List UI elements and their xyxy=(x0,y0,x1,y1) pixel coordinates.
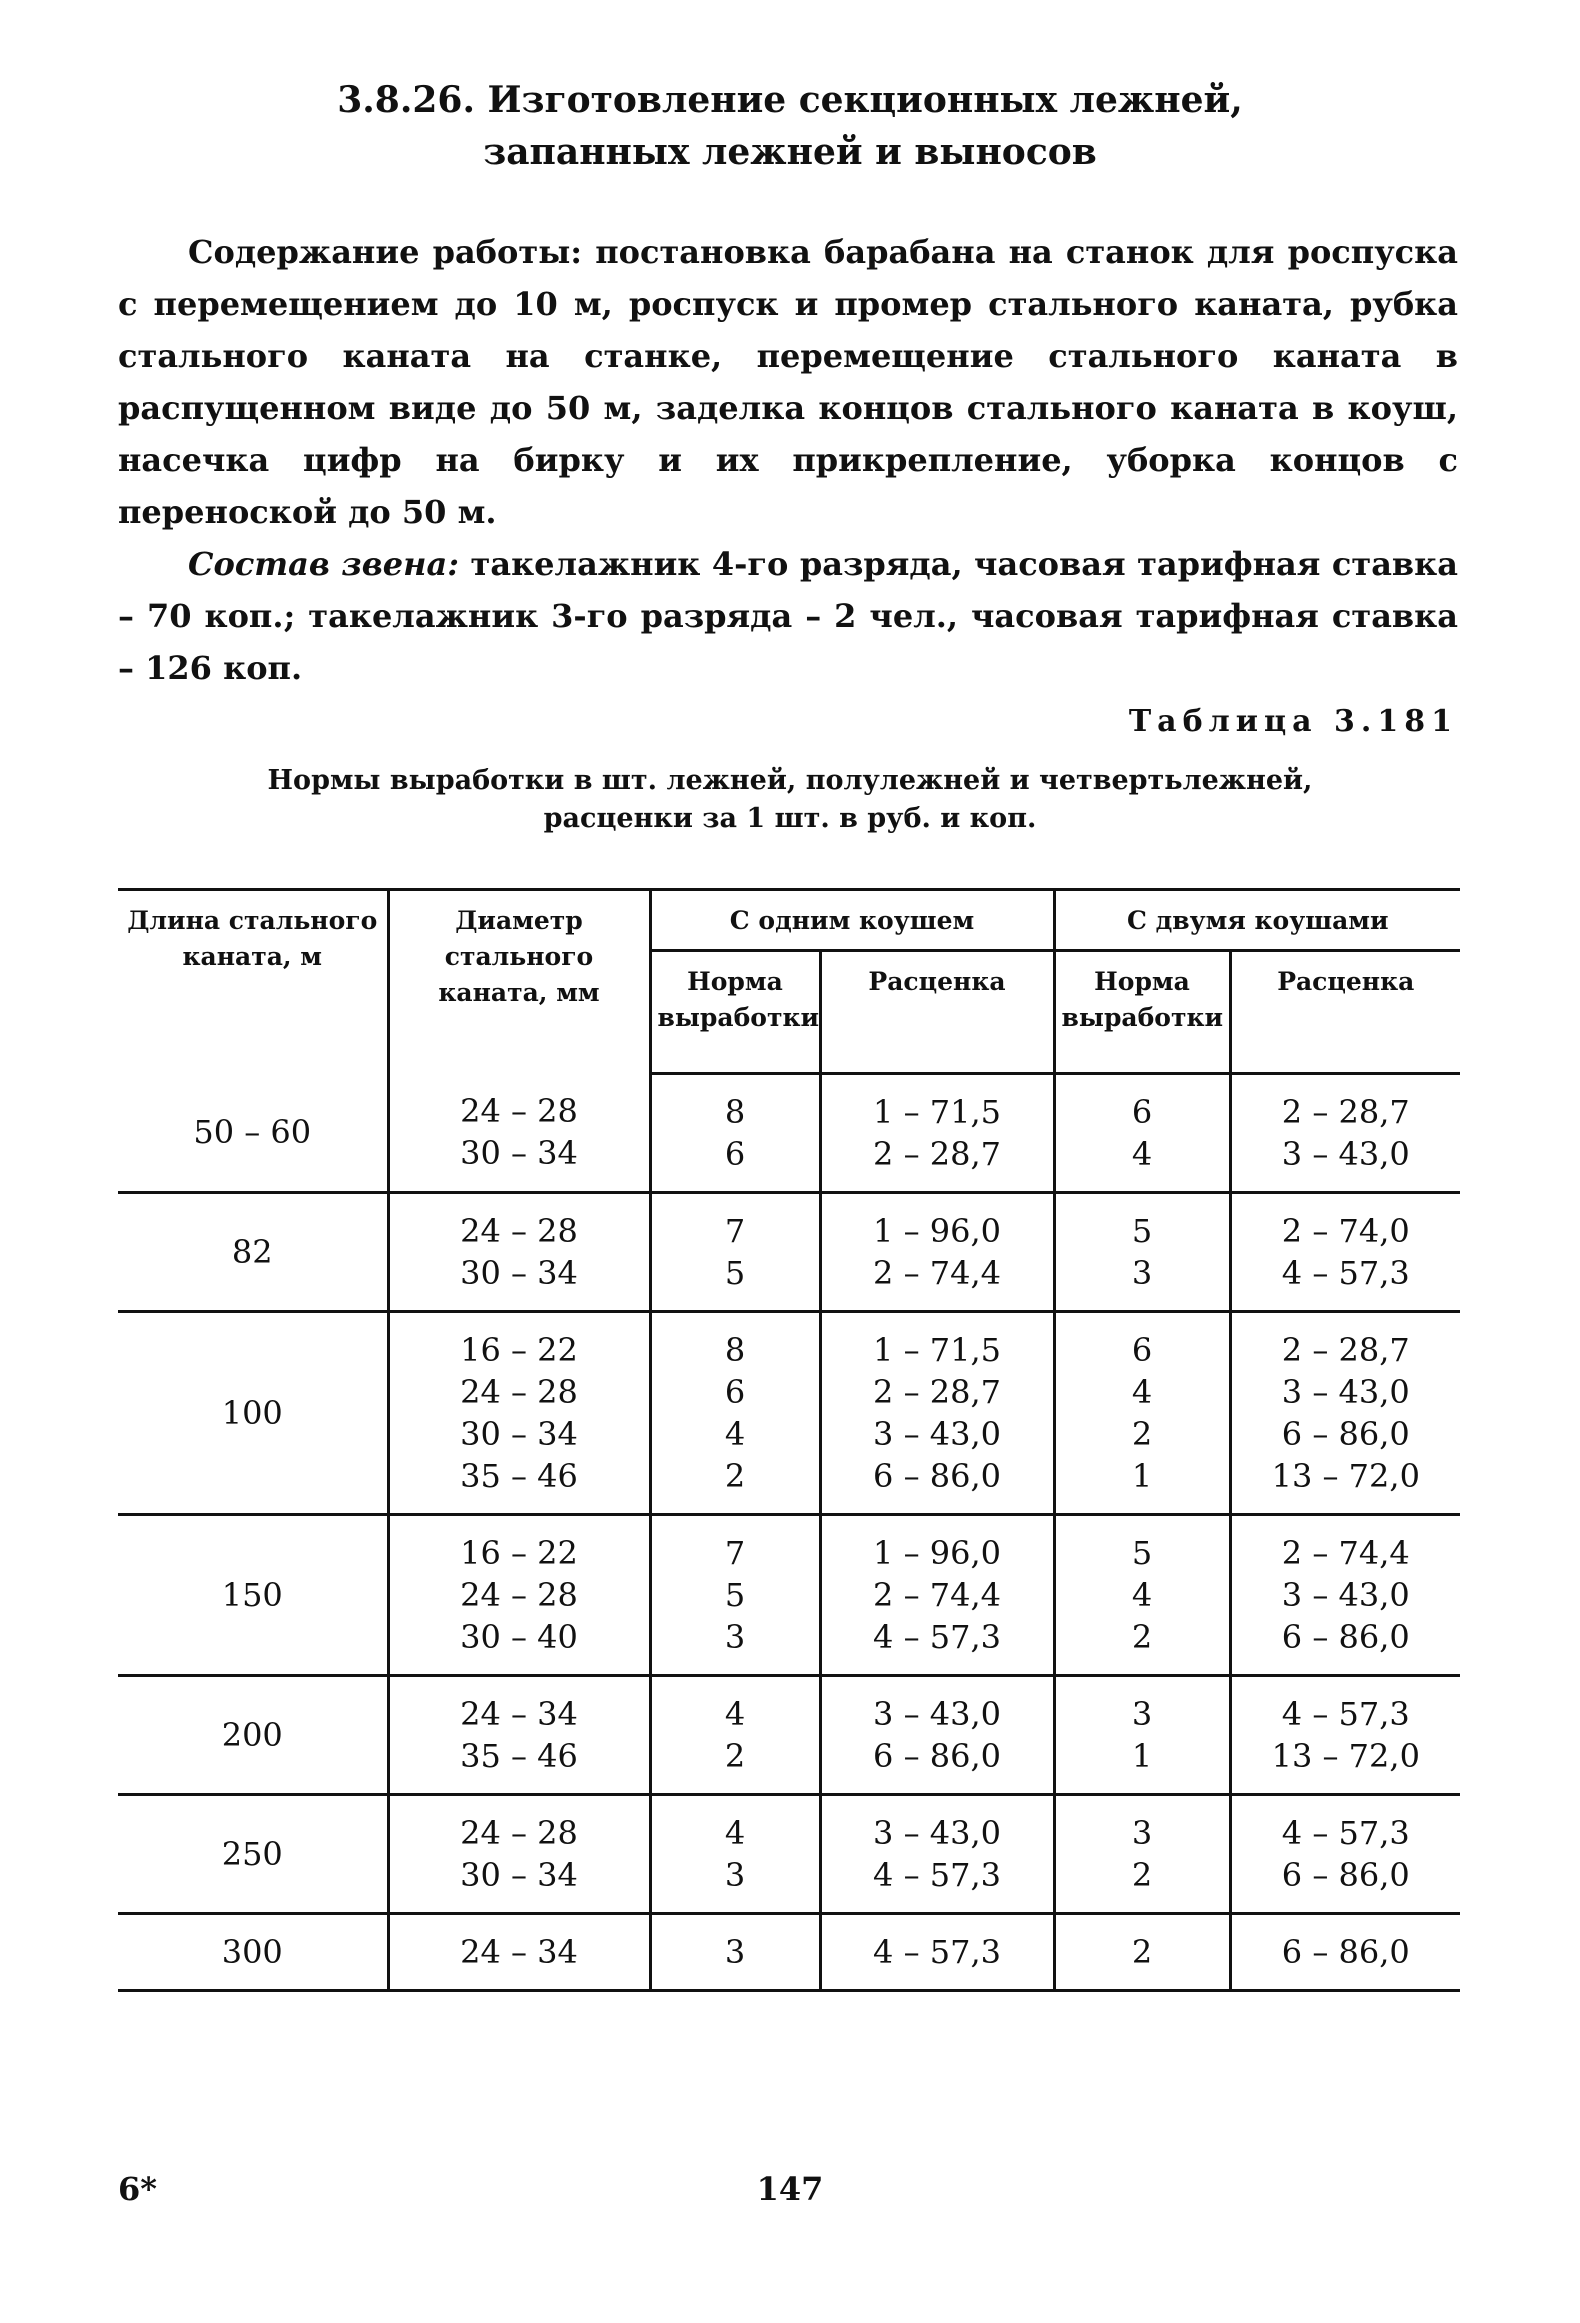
header-one-thimble: С одним коушем xyxy=(650,890,1054,951)
cell-norm-two-thimbles xyxy=(1054,1676,1230,1795)
cell-diameter-value: 30 – 34 xyxy=(460,1856,578,1894)
table-row xyxy=(118,1914,1460,1991)
cell-rate-one-thimble-value: 2 – 74,4 xyxy=(873,1576,1001,1614)
cell-norm-one-thimble xyxy=(650,1795,820,1914)
cell-norm-two-thimbles-value: 3 xyxy=(1131,1254,1153,1292)
cell-rate-one-thimble-value: 2 – 28,7 xyxy=(873,1135,1001,1173)
cell-norm-one-thimble-value: 5 xyxy=(724,1254,746,1292)
cell-norm-one-thimble xyxy=(650,1515,820,1676)
cell-rate-one-thimble-value: 6 – 86,0 xyxy=(873,1457,1001,1495)
cell-norm-two-thimbles xyxy=(1054,1193,1230,1312)
cell-norm-two-thimbles-value: 2 xyxy=(1131,1618,1153,1656)
cell-rate-one-thimble-value: 2 – 28,7 xyxy=(873,1373,1001,1411)
cell-norm-one-thimble xyxy=(650,1193,820,1312)
cell-rate-one-thimble-value: 3 – 43,0 xyxy=(873,1814,1001,1852)
cell-length: 300 xyxy=(118,1914,388,1991)
table-caption-line-1: Нормы выработки в шт. лежней, полулежней и четвертьлежней, xyxy=(267,765,1313,796)
cell-diameter-value: 30 – 34 xyxy=(460,1415,578,1453)
cell-diameter-value: 24 – 28 xyxy=(460,1212,578,1250)
cell-diameter xyxy=(388,1795,650,1914)
cell-norm-one-thimble xyxy=(650,1074,820,1193)
cell-norm-one-thimble-value: 5 xyxy=(724,1576,746,1614)
cell-norm-two-thimbles xyxy=(1054,1074,1230,1193)
cell-norm-one-thimble-value: 4 xyxy=(724,1814,746,1852)
cell-norm-one-thimble xyxy=(650,1312,820,1515)
cell-diameter-value: 30 – 40 xyxy=(460,1618,578,1656)
cell-diameter xyxy=(388,1312,650,1515)
cell-rate-one-thimble-value: 2 – 74,4 xyxy=(873,1254,1001,1292)
cell-rate-two-thimbles-value: 2 – 74,4 xyxy=(1281,1534,1410,1572)
cell-diameter xyxy=(388,1515,650,1676)
cell-rate-one-thimble-value: 3 – 43,0 xyxy=(873,1695,1001,1733)
cell-rate-two-thimbles-value: 3 – 43,0 xyxy=(1281,1576,1410,1614)
cell-rate-one-thimble-value: 6 – 86,0 xyxy=(873,1737,1001,1775)
cell-rate-two-thimbles-value: 3 – 43,0 xyxy=(1281,1373,1410,1411)
cell-rate-two-thimbles-value: 6 – 86,0 xyxy=(1281,1933,1410,1971)
crew-paragraph xyxy=(118,538,1458,694)
crew-label: Состав звена: xyxy=(188,545,460,583)
table-body xyxy=(118,1074,1460,1991)
cell-rate-one-thimble xyxy=(820,1193,1054,1312)
cell-norm-two-thimbles-value: 5 xyxy=(1131,1534,1153,1572)
cell-rate-two-thimbles-value: 13 – 72,0 xyxy=(1271,1737,1420,1775)
header-rate-one: Расценка xyxy=(820,951,1054,1074)
cell-rate-one-thimble-value: 1 – 96,0 xyxy=(873,1534,1001,1572)
cell-rate-two-thimbles xyxy=(1230,1795,1460,1914)
cell-diameter-value: 24 – 28 xyxy=(460,1814,578,1852)
cell-rate-two-thimbles xyxy=(1230,1914,1460,1991)
work-content-paragraph xyxy=(118,226,1458,538)
cell-norm-two-thimbles-value: 1 xyxy=(1131,1457,1153,1495)
cell-rate-one-thimble xyxy=(820,1795,1054,1914)
cell-rate-two-thimbles-value: 3 – 43,0 xyxy=(1281,1135,1410,1173)
cell-norm-one-thimble-value: 2 xyxy=(724,1737,746,1775)
cell-norm-two-thimbles-value: 3 xyxy=(1131,1814,1153,1852)
cell-norm-two-thimbles-value: 4 xyxy=(1131,1576,1153,1614)
cell-rate-one-thimble xyxy=(820,1914,1054,1991)
cell-diameter xyxy=(388,1193,650,1312)
cell-norm-one-thimble-value: 7 xyxy=(724,1534,746,1572)
cell-norm-two-thimbles-value: 5 xyxy=(1131,1212,1153,1250)
cell-rate-one-thimble-value: 1 – 71,5 xyxy=(873,1331,1001,1369)
cell-norm-one-thimble-value: 6 xyxy=(724,1135,746,1173)
cell-diameter-value: 24 – 28 xyxy=(460,1092,578,1131)
cell-length: 150 xyxy=(118,1515,388,1676)
cell-norm-two-thimbles xyxy=(1054,1795,1230,1914)
header-rate-two: Расценка xyxy=(1230,951,1460,1074)
cell-rate-two-thimbles-value: 2 – 28,7 xyxy=(1281,1331,1410,1369)
cell-norm-one-thimble-value: 3 xyxy=(724,1933,746,1971)
cell-norm-one-thimble xyxy=(650,1676,820,1795)
cell-norm-one-thimble xyxy=(650,1914,820,1991)
header-length: Длина стального каната, м xyxy=(118,890,388,1074)
page-number: 147 xyxy=(756,2170,824,2208)
cell-norm-one-thimble-value: 4 xyxy=(724,1695,746,1733)
cell-norm-two-thimbles-value: 4 xyxy=(1131,1373,1153,1411)
table-row xyxy=(118,1074,1460,1193)
cell-norm-two-thimbles xyxy=(1054,1914,1230,1991)
norms-table xyxy=(118,888,1460,1992)
table-caption xyxy=(0,762,1580,838)
cell-rate-two-thimbles-value: 4 – 57,3 xyxy=(1281,1254,1410,1292)
cell-rate-two-thimbles xyxy=(1230,1676,1460,1795)
table-row xyxy=(118,1676,1460,1795)
cell-rate-one-thimble-value: 3 – 43,0 xyxy=(873,1415,1001,1453)
cell-length: 100 xyxy=(118,1312,388,1515)
cell-diameter-value: 35 – 46 xyxy=(460,1457,578,1495)
cell-diameter-value: 24 – 28 xyxy=(460,1373,578,1411)
cell-rate-two-thimbles xyxy=(1230,1074,1460,1193)
cell-norm-one-thimble-value: 2 xyxy=(724,1457,746,1495)
cell-norm-two-thimbles-value: 6 xyxy=(1131,1093,1153,1131)
cell-rate-two-thimbles-value: 13 – 72,0 xyxy=(1271,1457,1420,1495)
cell-diameter xyxy=(388,1914,650,1991)
cell-norm-two-thimbles-value: 3 xyxy=(1131,1695,1153,1733)
cell-norm-one-thimble-value: 3 xyxy=(724,1856,746,1894)
cell-rate-two-thimbles-value: 6 – 86,0 xyxy=(1281,1415,1410,1453)
cell-diameter-value: 24 – 34 xyxy=(460,1695,578,1733)
cell-diameter-value: 35 – 46 xyxy=(460,1737,578,1775)
cell-norm-two-thimbles-value: 2 xyxy=(1131,1415,1153,1453)
signature-mark: 6* xyxy=(118,2170,157,2208)
cell-length: 250 xyxy=(118,1795,388,1914)
cell-length: 50 – 60 xyxy=(118,1074,388,1193)
cell-norm-two-thimbles-value: 1 xyxy=(1131,1737,1153,1775)
cell-rate-two-thimbles-value: 2 – 74,0 xyxy=(1281,1212,1410,1250)
section-heading xyxy=(0,74,1580,178)
section-title-line-1: 3.8.26. Изготовление секционных лежней, xyxy=(337,79,1243,121)
cell-norm-two-thimbles xyxy=(1054,1515,1230,1676)
cell-rate-one-thimble-value: 1 – 96,0 xyxy=(873,1212,1001,1250)
cell-rate-two-thimbles xyxy=(1230,1515,1460,1676)
cell-rate-two-thimbles xyxy=(1230,1312,1460,1515)
header-norm-one: Норма выработки xyxy=(650,951,820,1074)
cell-length: 200 xyxy=(118,1676,388,1795)
table-caption-line-2: расценки за 1 шт. в руб. и коп. xyxy=(543,803,1037,834)
cell-rate-one-thimble-value: 4 – 57,3 xyxy=(873,1933,1001,1971)
cell-rate-two-thimbles-value: 4 – 57,3 xyxy=(1281,1814,1410,1852)
table-row xyxy=(118,1515,1460,1676)
cell-norm-two-thimbles-value: 4 xyxy=(1131,1135,1153,1173)
crew-text: такелажник 4-го разряда, часовая тарифная ставка – 70 коп.; такелажник 3-го разряда – 2 чел., часовая тарифная ставка – 126 коп. xyxy=(118,545,1459,687)
cell-rate-one-thimble-value: 1 – 71,5 xyxy=(873,1093,1001,1131)
cell-rate-two-thimbles-value: 4 – 57,3 xyxy=(1281,1695,1410,1733)
cell-rate-one-thimble-value: 4 – 57,3 xyxy=(873,1618,1001,1656)
cell-norm-two-thimbles xyxy=(1054,1312,1230,1515)
cell-length: 82 xyxy=(118,1193,388,1312)
table-number: Таблица 3.181 xyxy=(1128,704,1458,739)
cell-rate-two-thimbles-value: 6 – 86,0 xyxy=(1281,1618,1410,1656)
cell-rate-two-thimbles-value: 6 – 86,0 xyxy=(1281,1856,1410,1894)
cell-rate-one-thimble xyxy=(820,1676,1054,1795)
cell-diameter-value: 24 – 28 xyxy=(460,1576,578,1614)
cell-diameter-value: 30 – 34 xyxy=(460,1254,578,1292)
cell-norm-one-thimble-value: 6 xyxy=(724,1373,746,1411)
cell-norm-two-thimbles-value: 6 xyxy=(1131,1331,1153,1369)
cell-rate-two-thimbles xyxy=(1230,1193,1460,1312)
cell-rate-one-thimble-value: 4 – 57,3 xyxy=(873,1856,1001,1894)
section-title-line-2: запанных лежней и выносов xyxy=(483,131,1097,173)
header-diameter: Диаметр стального каната, мм xyxy=(388,890,650,1074)
work-description xyxy=(118,226,1458,694)
cell-diameter-value: 24 – 34 xyxy=(460,1933,578,1971)
table-row xyxy=(118,1795,1460,1914)
cell-diameter xyxy=(388,1074,650,1193)
cell-norm-one-thimble-value: 8 xyxy=(724,1331,746,1369)
cell-norm-one-thimble-value: 4 xyxy=(724,1415,746,1453)
cell-rate-one-thimble xyxy=(820,1312,1054,1515)
cell-rate-one-thimble xyxy=(820,1074,1054,1193)
cell-rate-one-thimble xyxy=(820,1515,1054,1676)
work-content-text: постановка барабана на станок для роспуска с перемещением до 10 м, роспуск и промер стального каната, рубка стального каната на станке, перемещение стального каната в распущенном виде до 50 м, заделка концов стального каната в коуш, насечка цифр на бирку и их прикрепление, уборка концов с переноской до 50 м. xyxy=(118,233,1459,531)
work-content-label: Содержание работы: xyxy=(188,233,583,271)
cell-diameter-value: 30 – 34 xyxy=(460,1134,578,1173)
table-row xyxy=(118,1193,1460,1312)
cell-norm-two-thimbles-value: 2 xyxy=(1131,1856,1153,1894)
table-row xyxy=(118,1312,1460,1515)
header-two-thimbles: С двумя коушами xyxy=(1054,890,1460,951)
cell-norm-one-thimble-value: 7 xyxy=(724,1212,746,1250)
cell-diameter-value: 16 – 22 xyxy=(460,1534,578,1572)
cell-diameter-value: 16 – 22 xyxy=(460,1331,578,1369)
cell-diameter xyxy=(388,1676,650,1795)
header-norm-two: Норма выработки xyxy=(1054,951,1230,1074)
cell-norm-two-thimbles-value: 2 xyxy=(1131,1933,1153,1971)
cell-rate-two-thimbles-value: 2 – 28,7 xyxy=(1281,1093,1410,1131)
cell-norm-one-thimble-value: 8 xyxy=(724,1093,746,1131)
cell-norm-one-thimble-value: 3 xyxy=(724,1618,746,1656)
